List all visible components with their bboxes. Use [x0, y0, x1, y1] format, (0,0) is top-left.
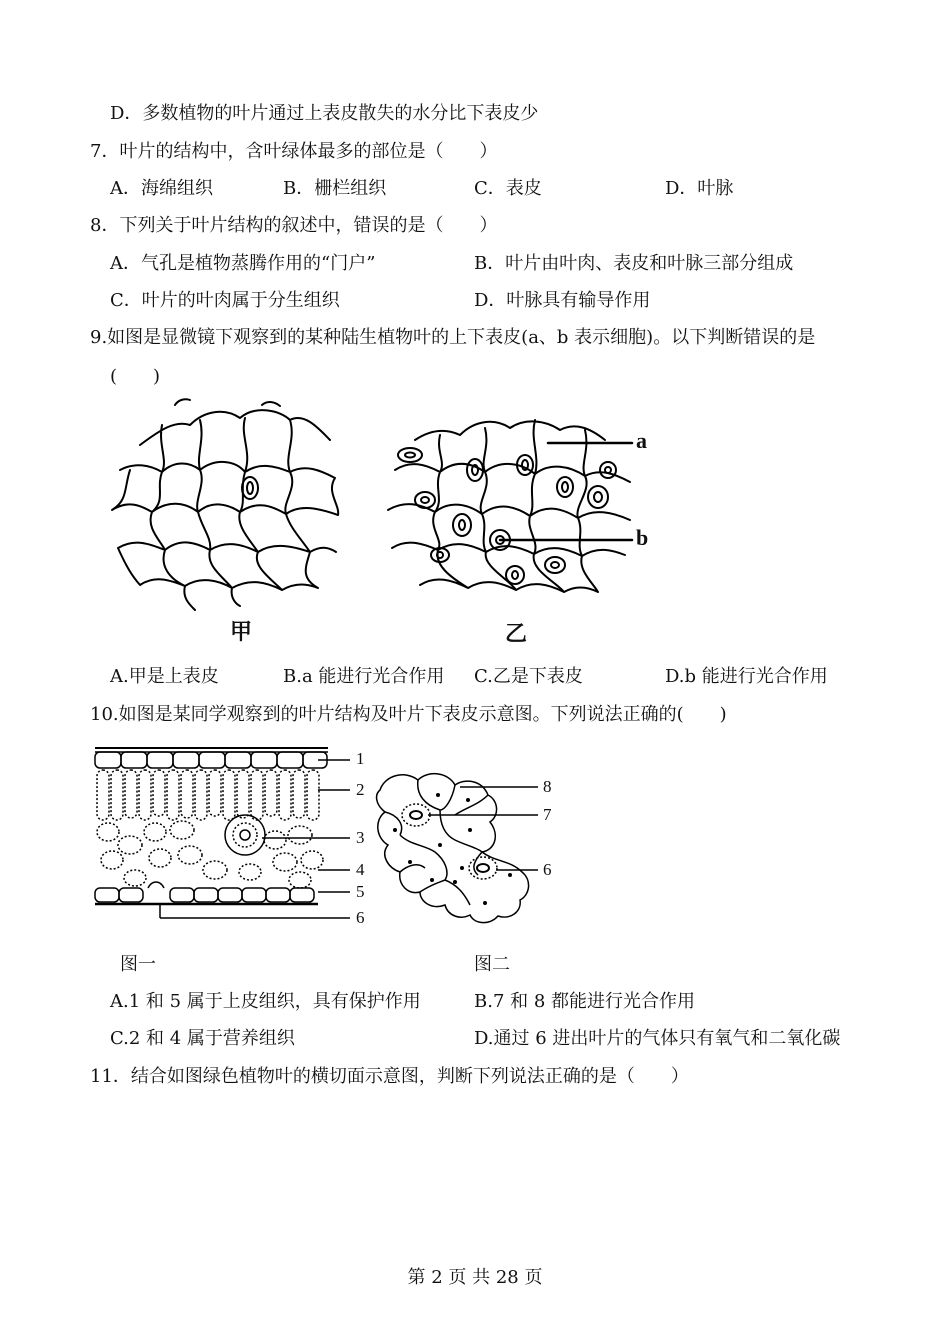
upper-epidermis: [95, 752, 327, 768]
page-footer: 第 2 页 共 28 页: [407, 1267, 543, 1288]
spongy-cells: [97, 821, 323, 888]
q8-option-b: B．叶片由叶肉、表皮和叶脉三部分组成: [474, 253, 794, 274]
q10-option-c: C.2 和 4 属于营养组织: [110, 1028, 295, 1049]
q9-option-d: D.b 能进行光合作用: [665, 666, 828, 687]
q9-option-b: B.a 能进行光合作用: [283, 666, 445, 687]
fig2-caption: 图二: [474, 954, 510, 975]
fig1-label-6: 6: [356, 908, 365, 927]
q10-stem: 10.如图是某同学观察到的叶片结构及叶片下表皮示意图。下列说法正确的( ): [90, 704, 727, 725]
fig1-label-1: 1: [356, 749, 365, 768]
q11-stem: 11．结合如图绿色植物叶的横切面示意图，判断下列说法正确的是（ ）: [90, 1066, 689, 1087]
palisade-cells: [97, 770, 319, 820]
prev-option-d: D．多数植物的叶片通过上表皮散失的水分比下表皮少: [110, 103, 539, 124]
q8-option-c: C．叶片的叶肉属于分生组织: [110, 290, 340, 311]
q7-stem: 7．叶片的结构中，含叶绿体最多的部位是（ ）: [90, 141, 498, 162]
fig1-label-2: 2: [356, 780, 365, 799]
q7-option-b: B．栅栏组织: [283, 178, 387, 199]
q7-option-a: A．海绵组织: [110, 178, 213, 199]
q8-option-d: D．叶脉具有输导作用: [474, 290, 651, 311]
fig1-label-4: 4: [356, 860, 365, 879]
label-b: b: [636, 525, 649, 550]
q7-option-c: C．表皮: [474, 178, 542, 199]
fig2-label-7: 7: [543, 805, 552, 824]
fig2-label-8: 8: [543, 777, 552, 796]
stoma-lower: [469, 857, 497, 879]
fig1-label-5: 5: [356, 882, 365, 901]
q10-option-a: A.1 和 5 属于上皮组织，具有保护作用: [110, 991, 421, 1012]
fig-left-caption: 甲: [230, 620, 253, 645]
stoma-upper: [402, 804, 430, 826]
q9-option-a: A.甲是上表皮: [110, 666, 219, 687]
q9-stem: 9.如图是显微镜下观察到的某种陆生植物叶的上下表皮(a、b 表示细胞)。以下判断错误的是: [90, 327, 816, 348]
q10-option-b: B.7 和 8 都能进行光合作用: [474, 991, 696, 1012]
label-a: a: [636, 428, 647, 453]
q9-answer-paren: ( ): [110, 366, 161, 387]
fig2-label-6: 6: [543, 860, 552, 879]
leaf-vein: [225, 815, 265, 855]
lower-epidermis: [95, 888, 314, 902]
q8-stem: 8．下列关于叶片结构的叙述中，错误的是（ ）: [90, 215, 498, 236]
fig-right-caption: 乙: [505, 622, 528, 647]
q8-option-a: A．气孔是植物蒸腾作用的“门户”: [110, 253, 376, 274]
q10-option-d: D.通过 6 进出叶片的气体只有氧气和二氧化碳: [474, 1028, 841, 1049]
q7-option-d: D．叶脉: [665, 178, 734, 199]
fig1-label-3: 3: [356, 828, 365, 847]
q9-option-c: C.乙是下表皮: [474, 666, 583, 687]
fig1-caption: 图一: [120, 954, 156, 975]
nuclei: [393, 793, 512, 905]
